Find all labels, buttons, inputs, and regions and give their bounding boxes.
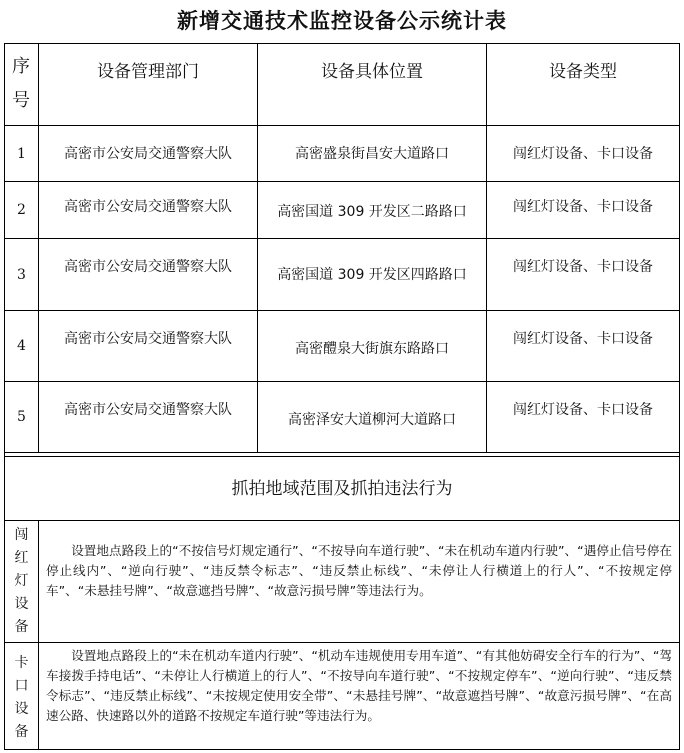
behavior-label-red-light xyxy=(5,524,38,639)
page-title: 新增交通技术监控设备公示统计表 xyxy=(177,8,507,33)
table-row-3-index: 3 xyxy=(17,266,26,283)
behavior-text-checkpoint: 设置地点路段上的“未在机动车道内行驶”、“机动车违规使用专用车道”、“有其他妨碍安全行车的行为”、“驾车接拨手持电话”、“未停让人行横道上的行人”、“不按导向车道行驶”、“不按规定停车”、“逆向行驶”、“违反禁令标志”、“违反禁止标线”、“未按规定使用安全带”、“未悬挂号牌”、“故意遮挡号牌”、“故意污损号牌”、“在高速公路、快速路以外的道路不按规定车道行驶”等违法行为。 xyxy=(46,648,672,723)
header-type: 设备类型 xyxy=(549,62,617,82)
behavior-label-checkpoint-text: 卡口设备 xyxy=(14,655,29,740)
table-row-2-index: 2 xyxy=(17,202,26,218)
behavior-label-red-light-text: 闯红灯设备 xyxy=(14,527,29,635)
table-row-5-type: 闯红灯设备、卡口设备 xyxy=(513,402,653,418)
table-row-4-department: 高密市公安局交通警察大队 xyxy=(64,331,232,347)
table-row-2-department: 高密市公安局交通警察大队 xyxy=(64,199,232,215)
header-index: 序号 xyxy=(12,56,30,111)
table-row-5-index: 5 xyxy=(17,409,26,425)
table-row-2-location: 高密国道 309 开发区二路路口 xyxy=(277,204,467,220)
table-row-5-location: 高密泽安大道柳河大道路口 xyxy=(288,412,456,428)
table-row-4-location: 高密醴泉大街旗东路路口 xyxy=(295,341,449,357)
table-row-3-department: 高密市公安局交通警察大队 xyxy=(64,259,232,275)
table-row-1-location: 高密盛泉街昌安大道路口 xyxy=(295,145,449,162)
table-row-1-department: 高密市公安局交通警察大队 xyxy=(64,145,232,162)
table-row-3-type: 闯红灯设备、卡口设备 xyxy=(513,259,653,275)
table-row-4-type: 闯红灯设备、卡口设备 xyxy=(513,331,653,347)
section-title: 抓拍地域范围及抓拍违法行为 xyxy=(231,478,453,499)
table-row-4-index: 4 xyxy=(17,338,26,354)
behavior-text-red-light: 设置地点路段上的“不按信号灯规定通行”、“不按导向车道行驶”、“未在机动车道内行驶”、“遇停止信号停在停止线内”、“逆向行驶”、“违反禁令标志”、“违反禁止标线”、“未停让人行横道上的行人”、“不按规定停车”、“未悬挂号牌”、“故意遮挡号牌”、“故意污损号牌”等违法行为。 xyxy=(46,543,672,598)
table-row-3-location: 高密国道 309 开发区四路路口 xyxy=(277,267,467,283)
table-row-1-index: 1 xyxy=(17,145,26,162)
header-department: 设备管理部门 xyxy=(97,62,199,82)
table-row-1-type: 闯红灯设备、卡口设备 xyxy=(513,145,653,162)
header-location: 设备具体位置 xyxy=(321,62,423,82)
table-row-2-type: 闯红灯设备、卡口设备 xyxy=(513,199,653,215)
table-row-5-department: 高密市公安局交通警察大队 xyxy=(64,402,232,418)
behavior-label-checkpoint xyxy=(5,652,38,744)
